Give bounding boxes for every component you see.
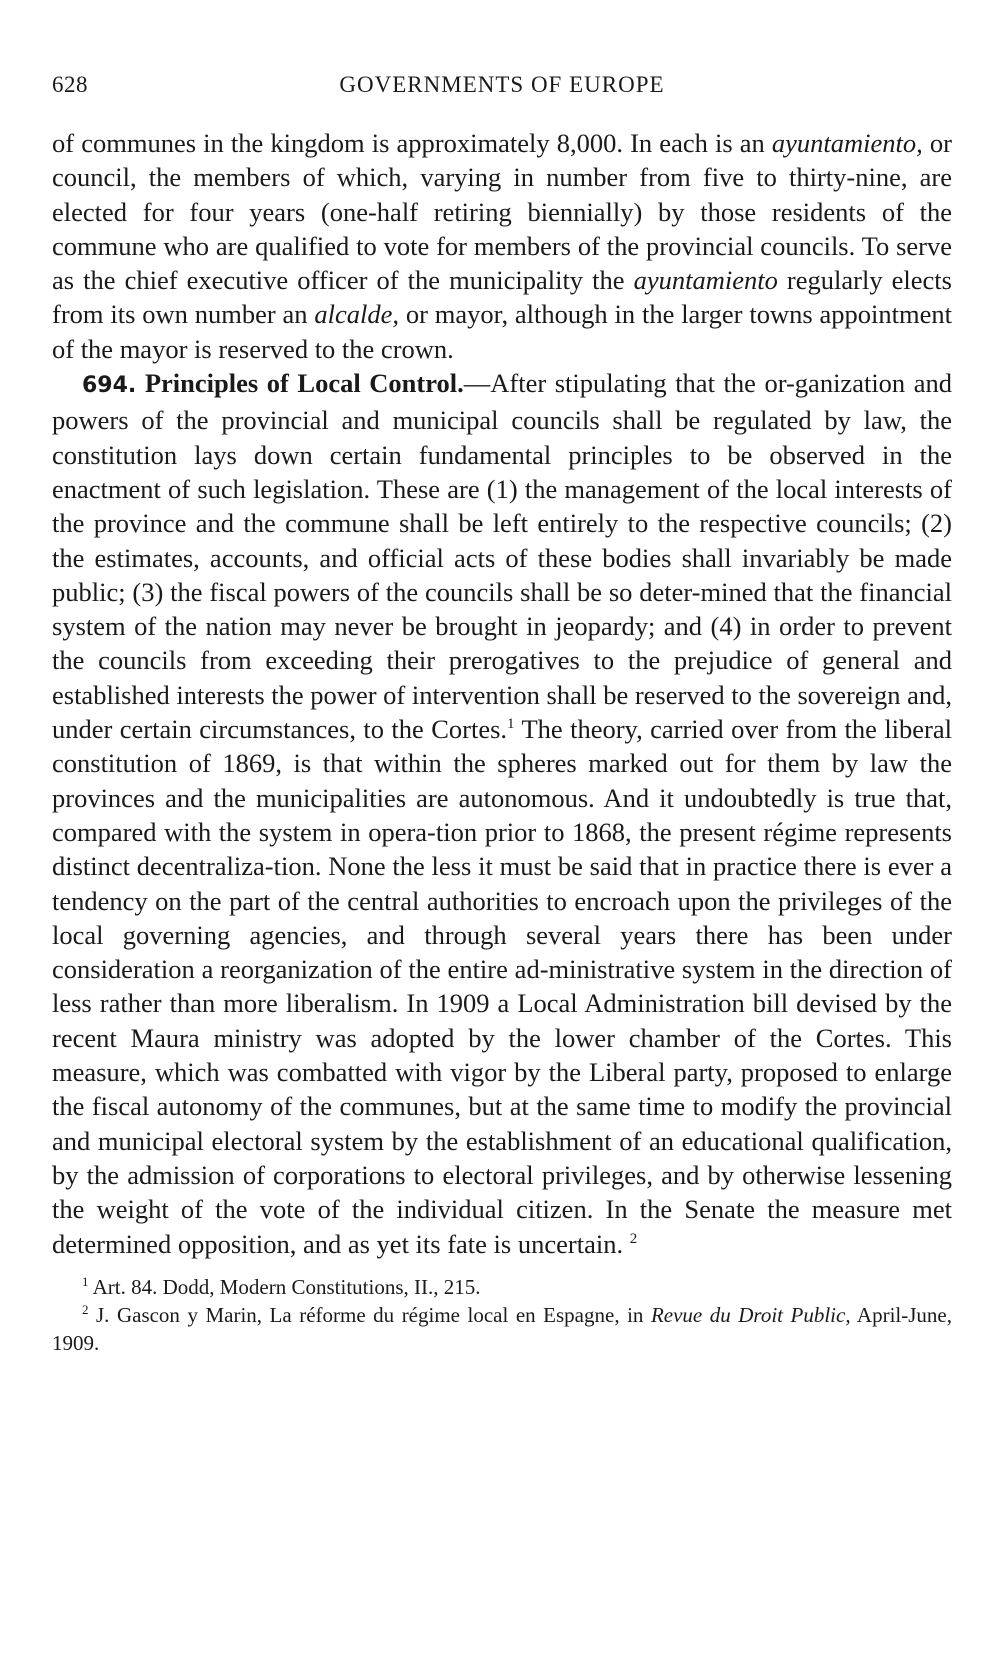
footnote-marker: 1 — [82, 1273, 89, 1289]
running-title: GOVERNMENTS OF EUROPE — [339, 72, 665, 97]
text-run: The theory, carried over from the liberal constitution of 1869, is that within the spheres marked out for them by law the provinces and the municipalities are autonomous. And it undoubtedly is true that, compared with the system in opera-tion prior to 1868, the present régime represents distinct decentraliza-tion. None the less it must be said that in practice there is ever a tendency on the part of the central authorities to encroach upon the privileges of the local governing agencies, and through several years there has been under consideration a reorganization of the entire ad-ministrative system in the direction of less rather than more liberalism. In 1909 a Local Administration bill devised by the recent Maura ministry was adopted by the lower chamber of the Cortes. This measure, which was combatted with vigor by the Liberal party, proposed to enlarge the fiscal autonomy of the communes, but at the same time to modify the provincial and municipal electoral system by the establishment of an educational qualification, by the admission of corporations to electoral privileges, and by otherwise lessening the weight of the vote of the individual citizen. In the Senate the measure met determined opposition, and as yet its fate is uncertain. — [52, 714, 953, 1259]
italic-term-alcalde: alcalde, — [314, 299, 400, 330]
footnote-text: Art. 84. Dodd, Modern Constitutions, II., 215. — [88, 1274, 481, 1299]
text-run: of communes in the kingdom is approximately 8,000. In each is an — [52, 128, 772, 158]
italic-term-ayuntamiento: ayuntamiento, — [771, 128, 923, 158]
page-number: 628 — [52, 72, 88, 97]
body-text — [52, 126, 952, 1261]
section-paragraph — [52, 366, 952, 1261]
footnotes — [52, 1273, 952, 1357]
section-title: Principles of Local Control. — [144, 368, 464, 399]
journal-title: Revue du Droit Public, — [650, 1302, 851, 1327]
italic-term-ayuntamiento: ayuntamiento — [633, 265, 778, 296]
footnote-reference: 1 — [507, 716, 515, 733]
text-run: —After stipulating that the or-ganization and powers of the provincial and municipal councils shall be regulated by law, the constitution lays down certain fundamental principles to be observed in the enactment of such legislation. These are (1) the management of the local interests of the province and the commune shall be left entirely to the respective councils; (2) the estimates, accounts, and official acts of these bodies shall invariably be made public; (3) the fiscal powers of the councils shall be so deter-mined that the financial system of the nation may never be brought in jeopardy; and (4) in order to prevent the councils from exceeding their prerogatives to the prejudice of general and established interests the power of intervention shall be reserved to the sovereign and, under certain circumstances, to the Cortes. — [52, 368, 953, 745]
text-run: or mayor, although in the larger towns appointment of the mayor is reserved to the crown. — [52, 299, 952, 364]
footnote-reference: 2 — [629, 1230, 638, 1247]
text-run: regularly elects from its own number an — [52, 265, 952, 330]
book-page — [52, 72, 952, 1357]
text-run: or council, the members of which, varying in number from five to thirty-nine, are elected for four years (one-half retiring biennially) by those residents of the commune who are qualified to vote for members of the provincial councils. To serve as the chief executive officer of the municipality the — [52, 128, 952, 296]
paragraph-continuation — [52, 126, 952, 366]
footnote — [52, 1273, 952, 1301]
footnote-marker: 2 — [82, 1301, 89, 1317]
running-header — [52, 72, 952, 112]
footnote-text: April-June, 1909. — [52, 1302, 952, 1355]
section-number: 694. — [82, 373, 137, 399]
footnote-text: J. Gascon y Marin, La réforme du régime local en Espagne, in — [88, 1302, 651, 1327]
footnote — [52, 1301, 952, 1357]
